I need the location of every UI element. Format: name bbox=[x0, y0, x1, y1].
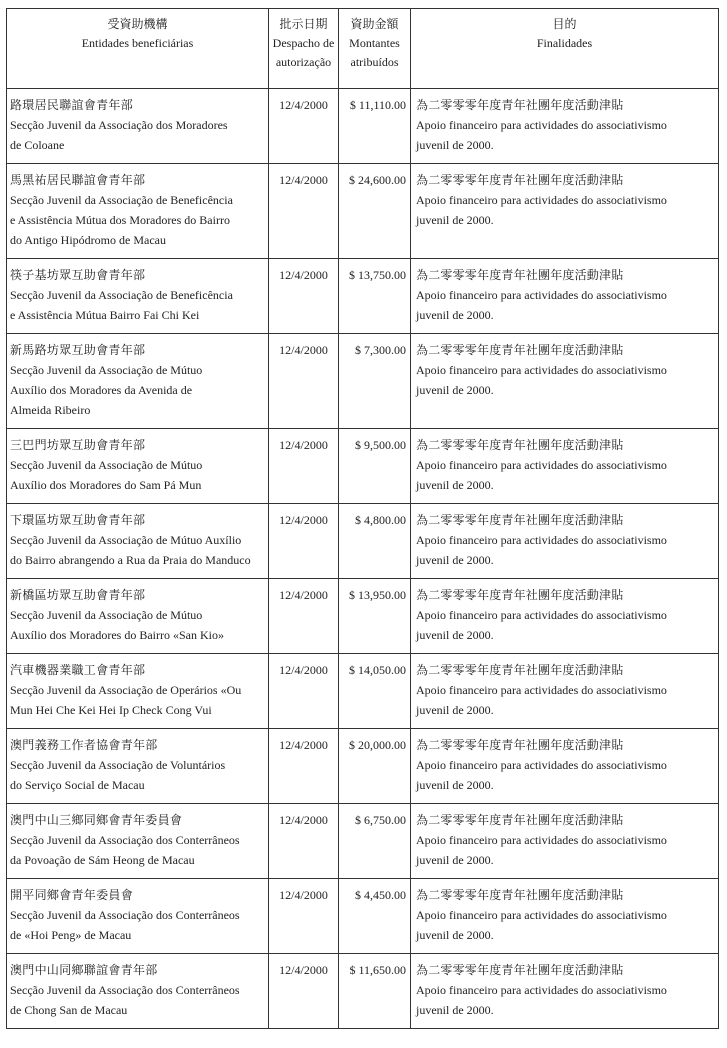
entity-name-pt-line: de «Hoi Peng» de Macau bbox=[10, 928, 132, 942]
purpose-pt-line: juvenil de 2000. bbox=[416, 308, 494, 322]
entity-name-pt-line: Mun Hei Che Kei Hei Ip Check Cong Vui bbox=[10, 703, 212, 717]
amount-cell: $ 13,950.00 bbox=[339, 579, 411, 654]
entity-name-pt-line: de Coloane bbox=[10, 138, 65, 152]
date-cell: 12/4/2000 bbox=[269, 804, 339, 879]
amount-cell: $ 7,300.00 bbox=[339, 334, 411, 429]
entity-name-pt-line: do Antigo Hipódromo de Macau bbox=[10, 233, 166, 247]
amount-cell: $ 4,450.00 bbox=[339, 879, 411, 954]
header-amount-pt-2: atribuídos bbox=[350, 55, 399, 69]
purpose-pt-line: Apoio financeiro para actividades do associativismo bbox=[416, 908, 667, 922]
date-cell: 12/4/2000 bbox=[269, 259, 339, 334]
entity-name-pt-line: e Assistência Mútua Bairro Fai Chi Kei bbox=[10, 308, 200, 322]
purpose-zh: 為二零零零年度青年社團年度活動津貼 bbox=[416, 588, 624, 602]
purpose-pt-line: Apoio financeiro para actividades do associativismo bbox=[416, 363, 667, 377]
header-purpose-zh: 目的 bbox=[552, 17, 577, 31]
purpose-pt-line: juvenil de 2000. bbox=[416, 628, 494, 642]
purpose-pt-line: juvenil de 2000. bbox=[416, 138, 494, 152]
entity-name-pt-line: e Assistência Mútua dos Moradores do Bairro bbox=[10, 213, 230, 227]
entity-name-pt-line: Secção Juvenil da Associação dos Conterrâneos bbox=[10, 833, 240, 847]
purpose-cell bbox=[411, 729, 719, 804]
entity-name-zh: 汽車機器業職工會青年部 bbox=[10, 663, 146, 677]
amount-cell: $ 11,110.00 bbox=[339, 89, 411, 164]
entity-name-zh: 新馬路坊眾互助會青年部 bbox=[10, 343, 146, 357]
entity-cell bbox=[7, 504, 269, 579]
header-purpose-pt: Finalidades bbox=[536, 36, 593, 50]
purpose-cell bbox=[411, 879, 719, 954]
header-date bbox=[269, 9, 339, 89]
purpose-cell bbox=[411, 89, 719, 164]
entity-name-pt-line: Secção Juvenil da Associação de Voluntários bbox=[10, 758, 226, 772]
table-row bbox=[7, 579, 719, 654]
table-row bbox=[7, 504, 719, 579]
entity-cell bbox=[7, 729, 269, 804]
entity-name-pt-line: Secção Juvenil da Associação dos Conterrâneos bbox=[10, 983, 240, 997]
header-date-zh: 批示日期 bbox=[279, 17, 328, 31]
entity-name-zh: 開平同鄉會青年委員會 bbox=[10, 888, 134, 902]
purpose-pt-line: juvenil de 2000. bbox=[416, 1003, 494, 1017]
purpose-cell bbox=[411, 654, 719, 729]
entity-name-pt-line: Secção Juvenil da Associação de Beneficência bbox=[10, 288, 233, 302]
entity-name-pt-line: de Chong San de Macau bbox=[10, 1003, 128, 1017]
purpose-pt-line: juvenil de 2000. bbox=[416, 553, 494, 567]
header-amount bbox=[339, 9, 411, 89]
purpose-pt-line: juvenil de 2000. bbox=[416, 853, 494, 867]
purpose-pt-line: juvenil de 2000. bbox=[416, 928, 494, 942]
purpose-cell bbox=[411, 954, 719, 1029]
entity-name-pt-line: do Bairro abrangendo a Rua da Praia do Manduco bbox=[10, 553, 251, 567]
amount-cell: $ 6,750.00 bbox=[339, 804, 411, 879]
purpose-pt-line: juvenil de 2000. bbox=[416, 478, 494, 492]
entity-name-pt-line: Secção Juvenil da Associação de Mútuo Auxílio bbox=[10, 533, 242, 547]
purpose-cell bbox=[411, 259, 719, 334]
entity-cell bbox=[7, 334, 269, 429]
purpose-pt-line: juvenil de 2000. bbox=[416, 383, 494, 397]
entity-name-zh: 下環區坊眾互助會青年部 bbox=[10, 513, 146, 527]
purpose-zh: 為二零零零年度青年社團年度活動津貼 bbox=[416, 738, 624, 752]
entity-cell bbox=[7, 164, 269, 259]
entity-name-zh: 澳門中山三鄉同鄉會青年委員會 bbox=[10, 813, 183, 827]
header-date-pt-1: Despacho de bbox=[272, 36, 335, 50]
table-body bbox=[7, 89, 719, 1029]
purpose-zh: 為二零零零年度青年社團年度活動津貼 bbox=[416, 438, 624, 452]
date-cell: 12/4/2000 bbox=[269, 164, 339, 259]
table-row bbox=[7, 334, 719, 429]
purpose-zh: 為二零零零年度青年社團年度活動津貼 bbox=[416, 888, 624, 902]
entity-name-pt-line: Auxílio dos Moradores do Sam Pá Mun bbox=[10, 478, 202, 492]
purpose-zh: 為二零零零年度青年社團年度活動津貼 bbox=[416, 98, 624, 112]
purpose-zh: 為二零零零年度青年社團年度活動津貼 bbox=[416, 663, 624, 677]
header-entities bbox=[7, 9, 269, 89]
table-row bbox=[7, 164, 719, 259]
purpose-pt-line: juvenil de 2000. bbox=[416, 703, 494, 717]
entity-name-zh: 路環居民聯誼會青年部 bbox=[10, 98, 134, 112]
date-cell: 12/4/2000 bbox=[269, 579, 339, 654]
header-purpose bbox=[411, 9, 719, 89]
purpose-cell bbox=[411, 579, 719, 654]
entity-cell bbox=[7, 259, 269, 334]
table-header-row bbox=[7, 9, 719, 89]
purpose-pt-line: Apoio financeiro para actividades do associativismo bbox=[416, 983, 667, 997]
entity-name-zh: 馬黑祐居民聯誼會青年部 bbox=[10, 173, 146, 187]
entity-name-pt-line: Secção Juvenil da Associação de Mútuo bbox=[10, 458, 203, 472]
entity-name-pt-line: Almeida Ribeiro bbox=[10, 403, 91, 417]
purpose-cell bbox=[411, 504, 719, 579]
date-cell: 12/4/2000 bbox=[269, 954, 339, 1029]
purpose-pt-line: juvenil de 2000. bbox=[416, 778, 494, 792]
amount-cell: $ 24,600.00 bbox=[339, 164, 411, 259]
entity-cell bbox=[7, 429, 269, 504]
entity-name-zh: 筷子基坊眾互助會青年部 bbox=[10, 268, 146, 282]
date-cell: 12/4/2000 bbox=[269, 429, 339, 504]
purpose-pt-line: Apoio financeiro para actividades do associativismo bbox=[416, 833, 667, 847]
entity-name-pt-line: Secção Juvenil da Associação de Beneficência bbox=[10, 193, 233, 207]
grants-table bbox=[6, 8, 719, 1029]
date-cell: 12/4/2000 bbox=[269, 89, 339, 164]
purpose-cell bbox=[411, 429, 719, 504]
date-cell: 12/4/2000 bbox=[269, 334, 339, 429]
date-cell: 12/4/2000 bbox=[269, 879, 339, 954]
purpose-cell bbox=[411, 804, 719, 879]
table-row bbox=[7, 259, 719, 334]
entity-name-pt-line: Secção Juvenil da Associação dos Moradores bbox=[10, 118, 228, 132]
amount-cell: $ 4,800.00 bbox=[339, 504, 411, 579]
table-row bbox=[7, 654, 719, 729]
amount-cell: $ 13,750.00 bbox=[339, 259, 411, 334]
header-amount-zh: 資助金額 bbox=[350, 17, 399, 31]
entity-name-zh: 澳門義務工作者協會青年部 bbox=[10, 738, 158, 752]
purpose-pt-line: Apoio financeiro para actividades do associativismo bbox=[416, 683, 667, 697]
amount-cell: $ 9,500.00 bbox=[339, 429, 411, 504]
header-amount-pt-1: Montantes bbox=[349, 36, 400, 50]
purpose-zh: 為二零零零年度青年社團年度活動津貼 bbox=[416, 343, 624, 357]
table-row bbox=[7, 879, 719, 954]
entity-name-pt-line: Auxílio dos Moradores do Bairro «San Kio» bbox=[10, 628, 224, 642]
entity-cell bbox=[7, 879, 269, 954]
amount-cell: $ 14,050.00 bbox=[339, 654, 411, 729]
entity-name-pt-line: Auxílio dos Moradores da Avenida de bbox=[10, 383, 193, 397]
entity-name-zh: 新橋區坊眾互助會青年部 bbox=[10, 588, 146, 602]
amount-cell: $ 11,650.00 bbox=[339, 954, 411, 1029]
entity-cell bbox=[7, 89, 269, 164]
entity-name-pt-line: Secção Juvenil da Associação de Mútuo bbox=[10, 608, 203, 622]
entity-name-pt-line: Secção Juvenil da Associação dos Conterrâneos bbox=[10, 908, 240, 922]
table-row bbox=[7, 804, 719, 879]
header-entities-zh: 受資助機構 bbox=[107, 17, 168, 31]
purpose-pt-line: Apoio financeiro para actividades do associativismo bbox=[416, 758, 667, 772]
purpose-pt-line: Apoio financeiro para actividades do associativismo bbox=[416, 288, 667, 302]
date-cell: 12/4/2000 bbox=[269, 504, 339, 579]
purpose-pt-line: Apoio financeiro para actividades do associativismo bbox=[416, 118, 667, 132]
purpose-cell bbox=[411, 164, 719, 259]
entity-name-zh: 澳門中山同鄉聯誼會青年部 bbox=[10, 963, 158, 977]
entity-name-zh: 三巴門坊眾互助會青年部 bbox=[10, 438, 146, 452]
entity-cell bbox=[7, 804, 269, 879]
purpose-zh: 為二零零零年度青年社團年度活動津貼 bbox=[416, 963, 624, 977]
purpose-zh: 為二零零零年度青年社團年度活動津貼 bbox=[416, 173, 624, 187]
table-row bbox=[7, 429, 719, 504]
purpose-pt-line: Apoio financeiro para actividades do associativismo bbox=[416, 533, 667, 547]
header-entities-pt: Entidades beneficiárias bbox=[81, 36, 194, 50]
entity-cell bbox=[7, 654, 269, 729]
entity-name-pt-line: Secção Juvenil da Associação de Operários «Ou bbox=[10, 683, 242, 697]
entity-name-pt-line: do Serviço Social de Macau bbox=[10, 778, 145, 792]
date-cell: 12/4/2000 bbox=[269, 654, 339, 729]
entity-cell bbox=[7, 954, 269, 1029]
purpose-cell bbox=[411, 334, 719, 429]
purpose-zh: 為二零零零年度青年社團年度活動津貼 bbox=[416, 813, 624, 827]
table-row bbox=[7, 729, 719, 804]
purpose-pt-line: juvenil de 2000. bbox=[416, 213, 494, 227]
purpose-pt-line: Apoio financeiro para actividades do associativismo bbox=[416, 608, 667, 622]
purpose-zh: 為二零零零年度青年社團年度活動津貼 bbox=[416, 268, 624, 282]
table-row bbox=[7, 89, 719, 164]
entity-name-pt-line: Secção Juvenil da Associação de Mútuo bbox=[10, 363, 203, 377]
amount-cell: $ 20,000.00 bbox=[339, 729, 411, 804]
entity-name-pt-line: da Povoação de Sám Heong de Macau bbox=[10, 853, 195, 867]
purpose-pt-line: Apoio financeiro para actividades do associativismo bbox=[416, 458, 667, 472]
table-row bbox=[7, 954, 719, 1029]
header-date-pt-2: autorização bbox=[275, 55, 332, 69]
purpose-zh: 為二零零零年度青年社團年度活動津貼 bbox=[416, 513, 624, 527]
date-cell: 12/4/2000 bbox=[269, 729, 339, 804]
entity-cell bbox=[7, 579, 269, 654]
purpose-pt-line: Apoio financeiro para actividades do associativismo bbox=[416, 193, 667, 207]
